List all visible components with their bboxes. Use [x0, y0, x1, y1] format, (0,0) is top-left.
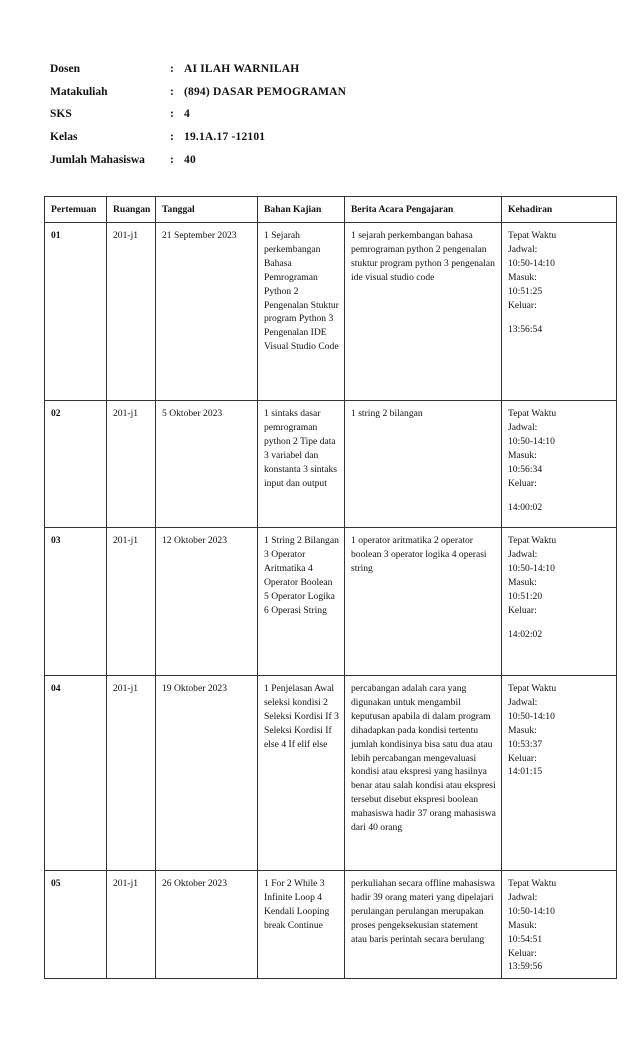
info-value-dosen: AI ILAH WARNILAH — [184, 63, 300, 76]
attendance-status: Tepat Waktu — [508, 683, 557, 694]
jadwal-label: Jadwal: — [508, 421, 538, 433]
cell-kehadiran — [502, 223, 617, 401]
jadwal-label: Jadwal: — [508, 548, 538, 560]
jadwal-label: Jadwal: — [508, 243, 538, 255]
attendance-status: Tepat Waktu — [508, 878, 557, 889]
cell-kehadiran — [502, 871, 617, 979]
cell-ruangan: 201-j1 — [107, 528, 156, 676]
jadwal-value: 10:50-14:10 — [508, 562, 555, 574]
keluar-value: 14:01:15 — [508, 766, 543, 778]
info-colon: : — [170, 85, 174, 98]
info-label: Jumlah Mahasiswa — [50, 153, 145, 166]
col-header-ruangan: Ruangan — [107, 197, 156, 223]
info-colon: : — [170, 153, 174, 166]
cell-berita-acara: 1 operator aritmatika 2 operator boolean 3 operator logika 4 operasi string — [345, 528, 502, 676]
cell-berita-acara: 1 string 2 bilangan — [345, 401, 502, 528]
keluar-value: 14:00:02 — [508, 502, 543, 514]
keluar-value: 13:56:54 — [508, 324, 543, 336]
info-value-sks: 4 — [184, 108, 190, 121]
attendance-status: Tepat Waktu — [508, 230, 557, 241]
cell-ruangan: 201-j1 — [107, 676, 156, 871]
info-label: Kelas — [50, 131, 78, 144]
cell-berita-acara: percabangan adalah cara yang digunakan untuk mengambil keputusan apabila di dalam program dihadapkan pada kondisi tertentu jumlah kondisinya bisa satu dua atau lebih percabangan mengevaluasi kondisi atau ekspresi yang hasilnya benar atau salah kondisi atau ekspresi tersebut disebut ekspresi boolean mahasiswa hadir 37 orang mahasiswa dari 40 orang — [345, 676, 502, 871]
keluar-label: Keluar: — [508, 299, 537, 311]
table-row — [45, 871, 617, 979]
cell-bahan-kajian: 1 sintaks dasar pemrograman python 2 Tipe data 3 variabel dan konstanta 3 sintaks input dan output — [258, 401, 345, 528]
masuk-label: Masuk: — [508, 576, 537, 588]
cell-tanggal: 5 Oktober 2023 — [156, 401, 258, 528]
masuk-label: Masuk: — [508, 271, 537, 283]
cell-bahan-kajian: 1 String 2 Bilangan 3 Operator Aritmatika 4 Operator Boolean 5 Operator Logika 6 Operasi String — [258, 528, 345, 676]
jadwal-label: Jadwal: — [508, 696, 538, 708]
info-label: Dosen — [50, 63, 81, 76]
col-header-berita-acara: Berita Acara Pengajaran — [345, 197, 502, 223]
jadwal-value: 10:50-14:10 — [508, 905, 555, 917]
cell-berita-acara: perkuliahan secara offline mahasiswa hadir 39 orang materi yang dipelajari perulangan perulangan merupakan proses pengeksekusian statement atau baris perintah secara berulang — [345, 871, 502, 979]
cell-kehadiran — [502, 676, 617, 871]
cell-bahan-kajian: 1 Penjelasan Awal seleksi kondisi 2 Seleksi Kordisi If 3 Seleksi Kordisi If else 4 If elif else — [258, 676, 345, 871]
info-row-kelas — [50, 126, 346, 149]
cell-kehadiran — [502, 528, 617, 676]
cell-ruangan: 201-j1 — [107, 223, 156, 401]
jadwal-value: 10:50-14:10 — [508, 435, 555, 447]
cell-tanggal: 21 September 2023 — [156, 223, 258, 401]
cell-kehadiran — [502, 401, 617, 528]
table-header-row — [45, 197, 617, 223]
info-row-dosen — [50, 58, 346, 81]
keluar-label: Keluar: — [508, 752, 537, 764]
course-info — [50, 58, 346, 171]
table-row — [45, 676, 617, 871]
cell-tanggal: 12 Oktober 2023 — [156, 528, 258, 676]
info-value-kelas: 19.1A.17 -12101 — [184, 131, 266, 144]
cell-pertemuan: 04 — [45, 676, 107, 871]
masuk-value: 10:53:37 — [508, 738, 543, 750]
masuk-value: 10:51:20 — [508, 590, 543, 602]
table-row — [45, 528, 617, 676]
cell-ruangan: 201-j1 — [107, 871, 156, 979]
col-header-kehadiran: Kehadiran — [502, 197, 617, 223]
info-row-matakuliah — [50, 81, 346, 104]
attendance-status: Tepat Waktu — [508, 535, 557, 546]
info-label: Matakuliah — [50, 85, 108, 98]
cell-pertemuan: 05 — [45, 871, 107, 979]
jadwal-value: 10:50-14:10 — [508, 710, 555, 722]
info-value-matakuliah: (894) DASAR PEMOGRAMAN — [184, 85, 347, 98]
cell-berita-acara: 1 sejarah perkembangan bahasa pemrograman python 2 pengenalan stuktur program python 3 pengenalan ide visual studio code — [345, 223, 502, 401]
cell-bahan-kajian: 1 For 2 While 3 Infinite Loop 4 Kendali Looping break Continue — [258, 871, 345, 979]
jadwal-value: 10:50-14:10 — [508, 257, 555, 269]
keluar-label: Keluar: — [508, 604, 537, 616]
col-header-bahan-kajian: Bahan Kajian — [258, 197, 345, 223]
info-colon: : — [170, 108, 174, 121]
cell-tanggal: 26 Oktober 2023 — [156, 871, 258, 979]
cell-pertemuan: 03 — [45, 528, 107, 676]
info-value-jumlah-mahasiswa: 40 — [184, 153, 196, 166]
jadwal-label: Jadwal: — [508, 891, 538, 903]
cell-pertemuan: 02 — [45, 401, 107, 528]
keluar-value: 14:02:02 — [508, 629, 543, 641]
masuk-label: Masuk: — [508, 449, 537, 461]
cell-pertemuan: 01 — [45, 223, 107, 401]
cell-tanggal: 19 Oktober 2023 — [156, 676, 258, 871]
info-colon: : — [170, 131, 174, 144]
masuk-value: 10:56:34 — [508, 463, 543, 475]
col-header-tanggal: Tanggal — [156, 197, 258, 223]
attendance-table — [44, 196, 617, 979]
info-colon: : — [170, 63, 174, 76]
keluar-value: 13:59:56 — [508, 961, 543, 973]
table-row — [45, 401, 617, 528]
info-label: SKS — [50, 108, 72, 121]
cell-ruangan: 201-j1 — [107, 401, 156, 528]
info-row-jumlah-mahasiswa — [50, 148, 346, 171]
info-row-sks — [50, 103, 346, 126]
attendance-status: Tepat Waktu — [508, 408, 557, 419]
masuk-value: 10:51:25 — [508, 285, 543, 297]
keluar-label: Keluar: — [508, 477, 537, 489]
keluar-label: Keluar: — [508, 947, 537, 959]
masuk-label: Masuk: — [508, 919, 537, 931]
masuk-value: 10:54:51 — [508, 933, 543, 945]
masuk-label: Masuk: — [508, 724, 537, 736]
cell-bahan-kajian: 1 Sejarah perkembangan Bahasa Pemrograman Python 2 Pengenalan Stuktur program Python 3 Pengenalan IDE Visual Studio Code — [258, 223, 345, 401]
table-row — [45, 223, 617, 401]
col-header-pertemuan: Pertemuan — [45, 197, 107, 223]
